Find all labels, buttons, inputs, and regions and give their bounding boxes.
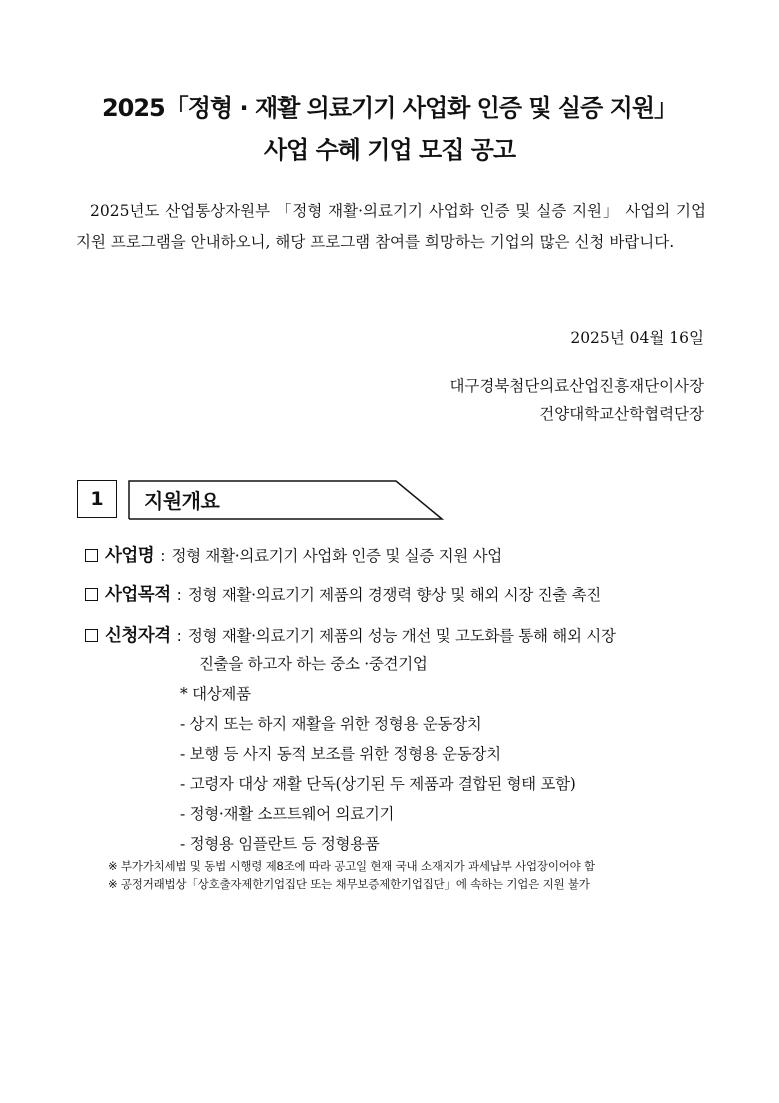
footnote-tax: ※ 부가가치세법 및 동법 시행령 제8조에 따라 공고일 현재 국내 소재지가 과세납부 사업장이어야 함: [108, 859, 595, 873]
footnote-fair-trade: ※ 공정거래법상「상호출자제한기업집단 또는 채무보증제한기업집단」에 속하는 기업은 지원 불가: [108, 877, 590, 891]
section-number: 1: [90, 488, 104, 510]
checkbox-square-icon: [85, 629, 98, 642]
item-business-purpose: [85, 581, 601, 606]
section-number-box: [77, 480, 117, 518]
item-value: 정형 재활·의료기기 제품의 성능 개선 및 고도화를 통해 해외 시장: [187, 627, 616, 645]
announcement-title-line2: 사업 수혜 기업 모집 공고: [263, 136, 516, 164]
announcement-title-line1: 2025「정형 · 재활 의료기기 사업화 인증 및 실증 지원」: [101, 94, 678, 122]
checkbox-square-icon: [85, 588, 98, 601]
target-product-item: - 보행 등 사지 동적 보조를 위한 정형용 운동장치: [180, 745, 501, 763]
item-colon: :: [176, 627, 182, 645]
announcement-date: 2025년 04월 16일: [570, 329, 704, 347]
item-eligibility-continuation: 진출을 하고자 하는 중소 ·중견기업: [199, 655, 428, 673]
target-product-item: - 상지 또는 하지 재활을 위한 정형용 운동장치: [180, 715, 482, 733]
intro-text: 2025년도 산업통상자원부 「정형 재활·의료기기 사업화 인증 및 실증 지원」 사업의 기업지원 프로그램을 안내하오니, 해당 프로그램 참여를 희망하는 기업의 많은 신청 바랍니다.: [76, 202, 706, 251]
item-label: 신청자격: [105, 626, 171, 646]
target-product-item: - 고령자 대상 재활 단독(상기된 두 제품과 결합된 형태 포함): [180, 775, 576, 793]
section-title: 지원개요: [144, 489, 220, 513]
target-product-item: - 정형·재활 소프트웨어 의료기기: [180, 805, 395, 823]
item-label: 사업목적: [105, 585, 171, 605]
issuer-organization-2: 건양대학교산학협력단장: [539, 405, 704, 423]
item-colon: :: [176, 586, 182, 604]
item-value: 정형 재활·의료기기 사업화 인증 및 실증 지원 사업: [171, 547, 502, 565]
checkbox-square-icon: [85, 549, 98, 562]
issuer-organization-1: 대구경북첨단의료산업진흥재단이사장: [449, 377, 704, 395]
item-business-name: [85, 542, 502, 567]
item-value: 정형 재활·의료기기 제품의 경쟁력 향상 및 해외 시장 진출 촉진: [187, 586, 601, 604]
target-product-item: - 정형용 임플란트 등 정형용품: [180, 835, 380, 853]
item-label: 사업명: [105, 546, 155, 566]
intro-paragraph: [76, 196, 706, 258]
target-products-heading: * 대상제품: [180, 685, 251, 703]
item-colon: :: [160, 547, 166, 565]
item-eligibility: [85, 622, 616, 647]
